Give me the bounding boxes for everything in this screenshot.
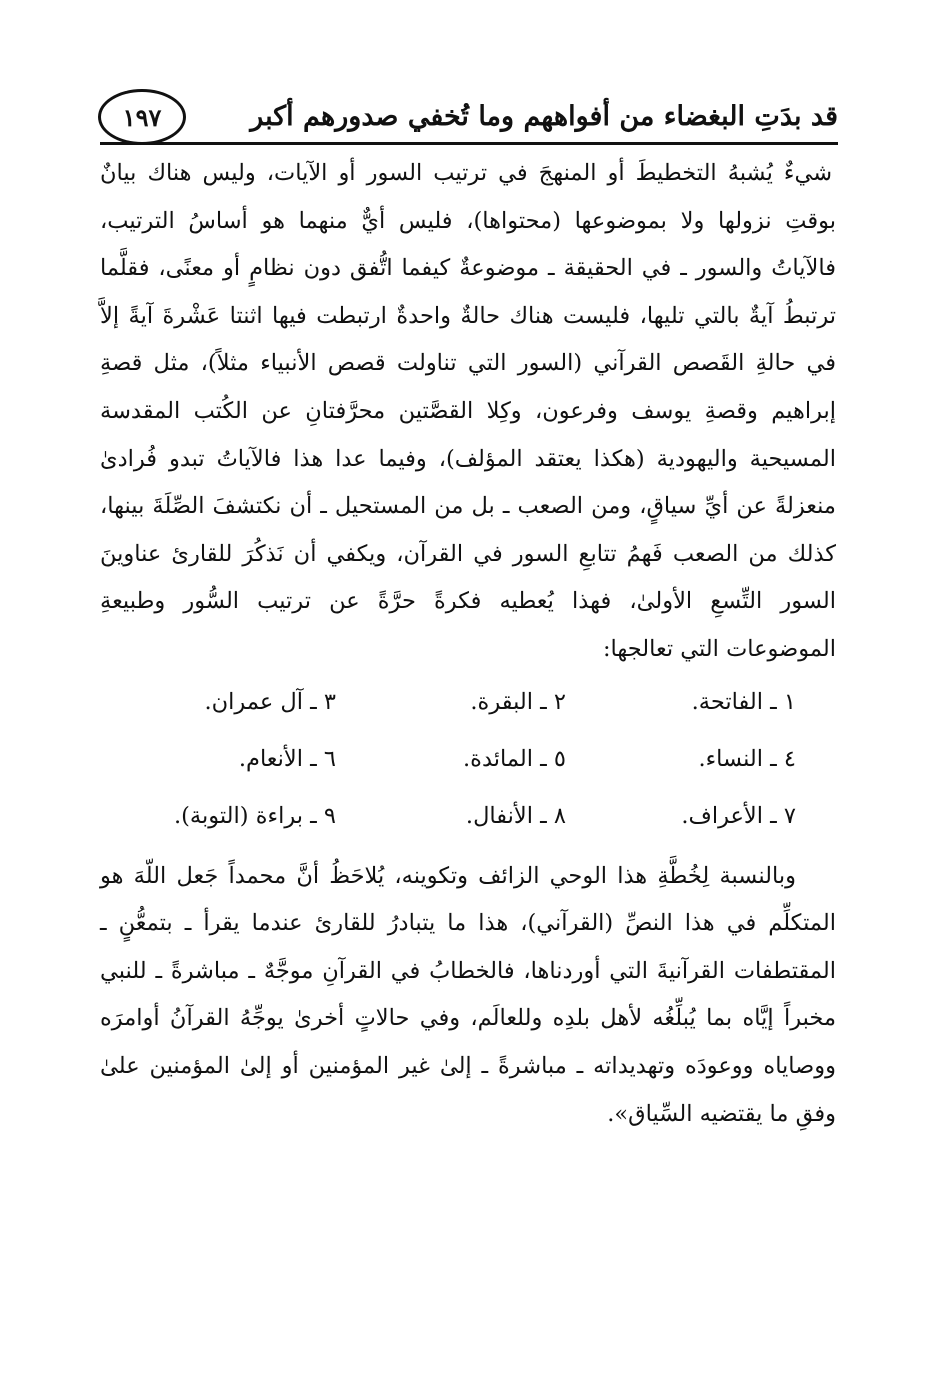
text-line: وفيما عدا هذا فالآياتُ تبدو فُرادىٰ منعزلةً عن أيِّ سياقٍ، ومن الصعب ـ بل <box>100 445 836 520</box>
list-item: ٩ ـ براءة (التوبة). <box>174 803 336 830</box>
list-item: ٥ ـ المائدة. <box>463 746 566 773</box>
list-item: ١ ـ الفاتحة. <box>691 689 796 716</box>
text-line: يقرأ ـ بتمعُّنٍ ـ المقتطفات القرآنيةَ التي أوردناها، فالخطابُ في القرآنِ موجَّهٌ <box>100 910 837 984</box>
list-row <box>100 733 836 788</box>
list-item: ٦ ـ الأنعام. <box>238 746 336 773</box>
list-row <box>100 790 836 845</box>
text-line: يُعطيه فكرةً حرَّةً عن ترتيب السُّور وطبيعةِ الموضوعات التي تعالجها: <box>100 588 836 662</box>
text-line: أو إلىٰ المؤمنين علىٰ وفقِ ما يقتضيه السِّياق». <box>100 1052 836 1127</box>
page-header <box>100 60 838 145</box>
page-number-badge: ١٩٧ <box>98 89 186 145</box>
text-line: من المستحيل ـ أن نكتشفَ الصِّلَةَ بينها، كذلك من الصعب فَهمُ تتابعِ السور <box>100 493 836 567</box>
text-line: جَعل اللّهَ هو المتكلِّم في هذا النصِّ (القرآني)، هذا ما يتبادرُ للقارئ عندما <box>100 862 836 937</box>
list-item: ٤ ـ النساء. <box>698 746 796 773</box>
surah-list <box>100 676 836 845</box>
list-item: ٨ ـ الأنفال. <box>465 803 566 830</box>
body-text <box>100 150 836 1138</box>
list-row <box>100 676 836 731</box>
text-line: الترتيب، فالآياتُ والسور ـ في الحقيقة ـ موضوعةٌ كيفما اتُّفق دون نظامٍ أو <box>100 207 836 282</box>
paragraph-1 <box>100 150 836 674</box>
running-title: قد بدَتِ البغضاء من أفواههم وما تُخفي صدورهم أكبر <box>250 101 838 132</box>
text-line: الأنبياء مثلاً)، مثل قصةِ إبراهيم وقصةِ يوسف وفرعون، وكِلا القصَّتين <box>100 350 836 424</box>
text-line: معنًى، فقلَّما ترتبطُ آيةٌ بالتي تليها، فليست هناك حالةٌ واحدةٌ ارتبطت فيها <box>100 255 837 329</box>
text-line: يوجِّهُ القرآنُ أوامرَه ووصاياه ووعودَه وتهديداته ـ مباشرةً ـ إلىٰ غير المؤمنين <box>100 1005 837 1079</box>
list-item: ٣ ـ آل عمران. <box>204 689 336 716</box>
list-item: ٧ ـ الأعراف. <box>681 803 796 830</box>
text-line: ـ مباشرةً ـ للنبي مخبراً إيَّاه بما يُبلِّغُه لأهل بلدِه وللعالَم، وفي حالاتٍ أخرىٰ <box>100 957 837 1032</box>
text-line: شيءٌ يُشبهُ التخطيطَ أو المنهجَ في ترتيب السور أو الآيات، وليس هناك بيانٌ <box>100 160 833 186</box>
list-item: ٢ ـ البقرة. <box>470 689 566 716</box>
text-line: اثنتا عَشْرةَ آيةً إلاَّ في حالةِ القَصص القرآني (السور التي تناولت قصص <box>100 302 836 377</box>
paragraph-2 <box>100 853 836 1139</box>
text-line: في القرآن، ويكفي أن نَذكُرَ للقارئ عناوينَ السور التِّسعِ الأولىٰ، فهذا <box>100 540 836 615</box>
text-line: محرَّفتانِ عن الكُتب المقدسة المسيحية واليهودية (هكذا يعتقد المؤلف)، <box>100 397 836 472</box>
text-line: بوقتِ نزولها ولا بموضوعها (محتواها)، فليس أيٌّ منهما هو أساسُ <box>174 207 836 234</box>
text-line: وبالنسبة لِخُطَّةِ هذا الوحي الزائف وتكوينه، يُلاحَظُ أنَّ محمداً <box>218 862 796 889</box>
